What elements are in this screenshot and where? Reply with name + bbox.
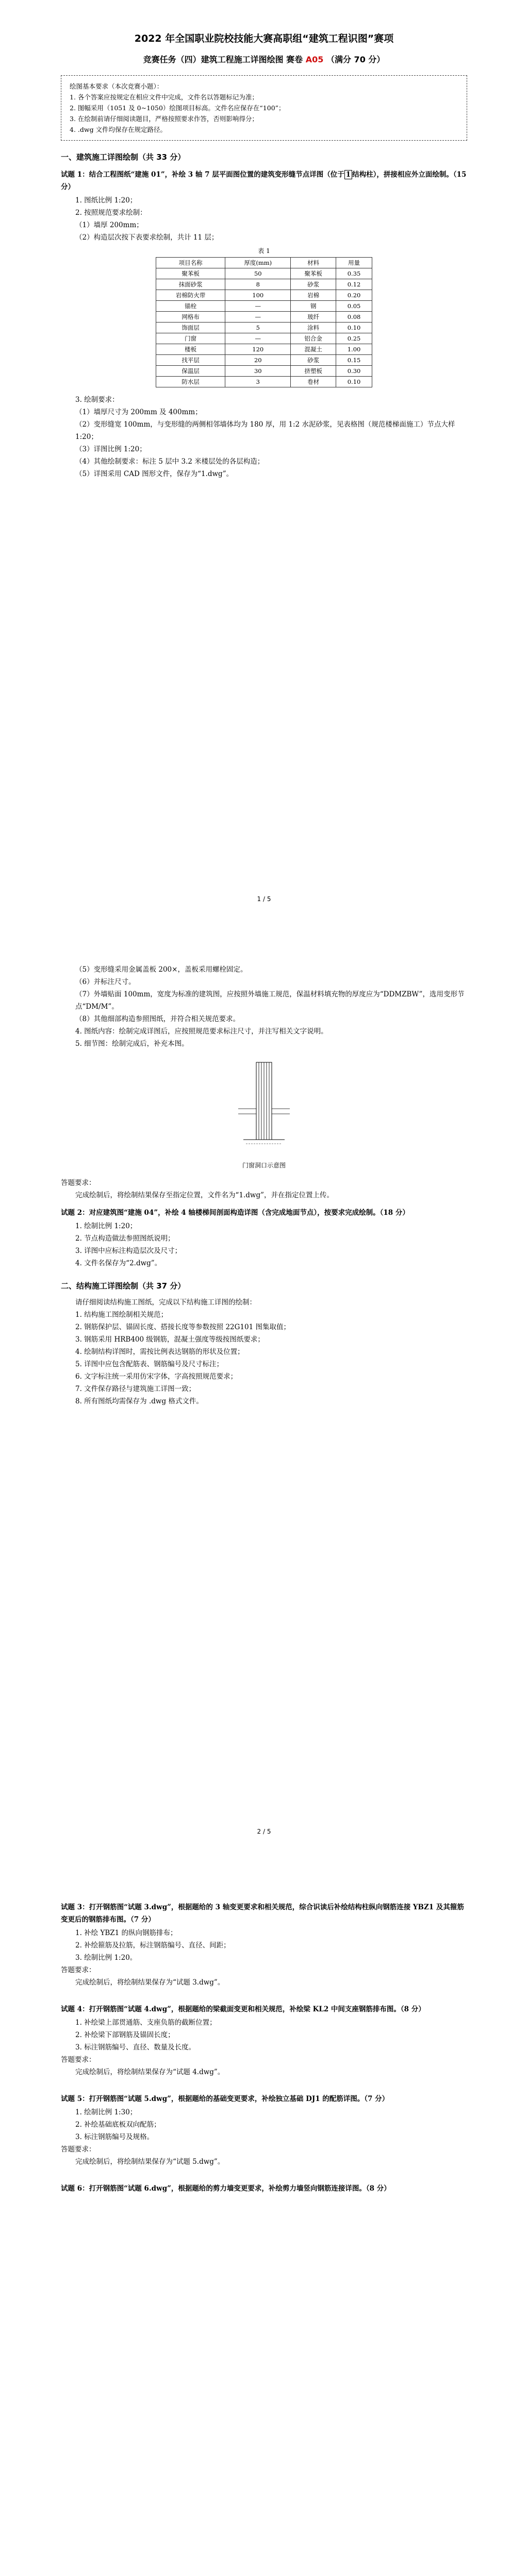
req-line: 8. 所有图纸均需保存为 .dwg 格式文件。 xyxy=(75,1397,203,1405)
table-cell: 8 xyxy=(225,279,291,290)
answer-req-label: 答题要求： xyxy=(61,1179,96,1187)
answer-req-text: 完成绘制后，将绘制结果保存至指定位置，文件名为“1.dwg”，并在指定位置上传。 xyxy=(75,1191,334,1199)
req-line: 5. 详图中应包含配筋表、钢筋编号及尺寸标注； xyxy=(75,1360,224,1368)
req-line: 2. 钢筋保护层、锚固长度、搭接长度等参数按照 22G101 图集取值； xyxy=(75,1323,290,1331)
req-line: 1. 绘制比例 1:30； xyxy=(75,2108,137,2116)
req-line: 请仔细阅读结构施工图纸，完成以下结构施工详图的绘制： xyxy=(75,1298,256,1307)
req-line: 3. 标注钢筋编号及规格。 xyxy=(75,2133,154,2141)
table-cell: 玻纤 xyxy=(291,312,336,323)
table-row xyxy=(156,268,372,279)
req-line: 2. 补绘基础底板双向配筋； xyxy=(75,2121,161,2129)
table-cell: 30 xyxy=(225,366,291,377)
table-cell: 锚栓 xyxy=(156,301,225,312)
table-cell: 铝合金 xyxy=(291,333,336,344)
materials-table xyxy=(156,247,372,387)
table-cell: 混凝土 xyxy=(291,344,336,355)
req-line: 4. 文件名保存为“2.dwg”。 xyxy=(75,1259,162,1267)
req-line: （5）变形缝采用金属盖板 200×，盖板采用螺栓固定。 xyxy=(75,965,248,974)
req-line: 7. 文件保存路径与建筑施工详图一致； xyxy=(75,1385,196,1393)
page-title: 2022 年全国职业院校技能大赛高职组“建筑工程识图”赛项 xyxy=(134,33,394,44)
req-line: 答题要求： xyxy=(61,2056,96,2064)
req-line: 完成绘制后，将绘制结果保存为“试题 4.dwg”。 xyxy=(75,2068,225,2076)
table-cell: 0.10 xyxy=(336,377,372,387)
page-3 xyxy=(0,1865,528,2576)
table-cell: 0.15 xyxy=(336,355,372,366)
req-line: 完成绘制后，将绘制结果保存为“试题 5.dwg”。 xyxy=(75,2158,225,2166)
boxed-number: 1 xyxy=(344,170,352,179)
table-cell: 涂料 xyxy=(291,323,336,333)
table-cell: — xyxy=(225,301,291,312)
table-cell: 饰面层 xyxy=(156,323,225,333)
req-line: （2）构造层次按下表要求绘制，共计 11 层； xyxy=(75,233,219,242)
req-line: （4）其他绘制要求：标注 5 层中 3.2 米楼层处的各层构造； xyxy=(75,457,265,466)
req-line: （7）外墙贴面 100mm，宽度为标准的建筑图，应按照外墙施工规范，保温材料填充物的厚度应为“DDMZBW”，选用变形节点“DM/M”。 xyxy=(75,990,465,1011)
table-cell: 0.05 xyxy=(336,301,372,312)
req-line: （1）墙厚尺寸为 200mm 及 400mm； xyxy=(75,408,202,416)
table-cell: 聚苯板 xyxy=(156,268,225,279)
table-cell: 岩棉 xyxy=(291,290,336,301)
table-cell: 0.12 xyxy=(336,279,372,290)
table-cell: 0.10 xyxy=(336,323,372,333)
table-row xyxy=(156,323,372,333)
table-cell: 1.00 xyxy=(336,344,372,355)
table-cell: 0.25 xyxy=(336,333,372,344)
req-line: （8）其他细部构造参照图纸，并符合相关规范要求。 xyxy=(75,1015,240,1023)
question-4: 试题 4：打开钢筋图“试题 4.dwg”，根据题给的梁截面变更和相关规范，补绘梁 KL2 中间支座钢筋排布图。（8 分） xyxy=(61,2005,425,2013)
req-line: （3）详图比例 1:20； xyxy=(75,445,146,453)
section-heading-2: 二、结构施工详图绘制（共 37 分） xyxy=(61,1281,186,1291)
req-line: 3. 钢筋采用 HRB400 级钢筋，混凝土强度等级按图纸要求； xyxy=(75,1335,265,1344)
table-cell: 岩棉防火带 xyxy=(156,290,225,301)
req-line: 4. 绘制结构详图时，需按比例表达钢筋的形状及位置； xyxy=(75,1348,244,1356)
table-cell: 20 xyxy=(225,355,291,366)
question-3: 试题 3：打开钢筋图“试题 3.dwg”，根据题给的 3 轴变更要求和相关规范，综合识读后补绘结构柱纵向钢筋连接 YBZ1 及其箍筋变更后的钢筋排布图。（7 分） xyxy=(61,1903,464,1924)
table-cell: 楼板 xyxy=(156,344,225,355)
table-row xyxy=(156,366,372,377)
table-cell: 钢 xyxy=(291,301,336,312)
req-line: 5. 细节图：绘制完成后，补充本图。 xyxy=(75,1040,189,1048)
req-line: 2. 按照规范要求绘制： xyxy=(75,209,147,217)
table-cell: 抹面砂浆 xyxy=(156,279,225,290)
table-cell: 50 xyxy=(225,268,291,279)
req-line: 2. 补绘梁下部钢筋及锚固长度； xyxy=(75,2031,175,2039)
req-line: 答题要求： xyxy=(61,2145,96,2154)
table-cell: 聚苯板 xyxy=(291,268,336,279)
paper-code: A05 xyxy=(305,55,324,64)
req-line: （6）并标注尺寸。 xyxy=(75,978,136,986)
table-cell: 找平层 xyxy=(156,355,225,366)
page-2 xyxy=(0,933,528,1865)
req-line: 1. 结构施工图绘制相关规范； xyxy=(75,1311,168,1319)
table-row xyxy=(156,301,372,312)
table-cell: 材料 xyxy=(291,258,336,268)
table-row xyxy=(156,312,372,323)
table-cell: — xyxy=(225,333,291,344)
page-number: 1 / 5 xyxy=(257,895,271,903)
table-cell: 防水层 xyxy=(156,377,225,387)
door-window-diagram xyxy=(207,1057,321,1155)
req-line: 1. 补绘梁上部贯通筋、支座负筋的截断位置； xyxy=(75,2019,217,2027)
table-cell: 保温层 xyxy=(156,366,225,377)
table-cell: 100 xyxy=(225,290,291,301)
req-line: 1. 图纸比例 1:20； xyxy=(75,196,137,205)
question-2: 试题 2：对应建筑图“建施 04”，补绘 4 轴楼梯间剖面构造详图（含完成地面节点），按要求完成绘制。（18 分） xyxy=(61,1209,409,1217)
notice-line: 绘图基本要求（本次竞赛小题）： xyxy=(70,82,163,90)
table-cell: 厚度(mm) xyxy=(225,258,291,268)
table-cell: 项目名称 xyxy=(156,258,225,268)
table-cell: 0.20 xyxy=(336,290,372,301)
subtitle-suffix: （满分 70 分） xyxy=(326,55,385,64)
req-line: 3. 标注钢筋编号、直径、数量及长度。 xyxy=(75,2043,196,2052)
req-line: 完成绘制后，将绘制结果保存为“试题 3.dwg”。 xyxy=(75,1978,225,1987)
figure-caption: 门窗洞口示意图 xyxy=(242,1162,286,1169)
notice-line: 3. 在绘制前请仔细阅读题目，严格按照要求作答，否则影响得分； xyxy=(70,115,258,123)
table-row xyxy=(156,344,372,355)
table-row xyxy=(156,279,372,290)
table-row xyxy=(156,377,372,387)
question-1-text-b: 结构柱），拼接相应外立面绘制。（15 分） xyxy=(61,171,467,191)
table-cell: 3 xyxy=(225,377,291,387)
table-cell: 120 xyxy=(225,344,291,355)
table-header-row xyxy=(156,258,372,268)
notice-line: 1. 各个答案应按规定在相应文件中完成，文件名以答题标记为准； xyxy=(70,93,258,101)
section-heading-1: 一、建筑施工详图绘制（共 33 分） xyxy=(61,152,186,162)
req-line: 6. 文字标注统一采用仿宋字体，字高按照规范要求； xyxy=(75,1372,238,1381)
notice-line: 2. 图幅采用（1051 及 0~1050）绘图项目标高。文件名应保存在“100”； xyxy=(70,104,285,112)
table-row xyxy=(156,355,372,366)
notice-line: 4. .dwg 文件均保存在规定路径。 xyxy=(70,126,167,133)
req-line: （2）变形缝宽 100mm，与变形缝的两侧相邻墙体均为 180 厚，用 1:2 水泥砂浆，见表格图（规范楼梯面施工）节点大样 1:20； xyxy=(75,420,455,441)
table-cell: 用量 xyxy=(336,258,372,268)
req-line: 1. 绘制比例 1:20； xyxy=(75,1222,137,1230)
notice-box xyxy=(61,75,467,141)
req-line: 3. 绘制比例 1:20。 xyxy=(75,1954,137,1962)
table-cell: 0.30 xyxy=(336,366,372,377)
req-line: （1）墙厚 200mm； xyxy=(75,221,143,229)
page-number: 2 / 5 xyxy=(257,1828,271,1835)
req-line: 1. 补绘 YBZ1 的纵向钢筋排布； xyxy=(75,1929,177,1937)
detail-figure xyxy=(61,1057,467,1172)
question-6: 试题 6：打开钢筋图“试题 6.dwg”，根据题给的剪力墙变更要求，补绘剪力墙竖向钢筋连接详图。（8 分） xyxy=(61,2184,391,2193)
subtitle-prefix: 竞赛任务（四）建筑工程施工详图绘图 赛卷 xyxy=(143,55,303,64)
question-1 xyxy=(61,168,467,193)
table-cell: 挤塑板 xyxy=(291,366,336,377)
req-line: 3. 详图中应标注构造层次及尺寸； xyxy=(75,1247,182,1255)
table-cell: — xyxy=(225,312,291,323)
table-cell: 砂浆 xyxy=(291,355,336,366)
table-cell: 0.08 xyxy=(336,312,372,323)
table-caption: 表 1 xyxy=(258,247,270,255)
req-line: 答题要求： xyxy=(61,1966,96,1974)
table-row xyxy=(156,290,372,301)
table-cell: 5 xyxy=(225,323,291,333)
table-cell: 0.35 xyxy=(336,268,372,279)
req-line: 2. 补绘箍筋及拉筋，标注钢筋编号、直径、间距； xyxy=(75,1941,230,1950)
req-line: 4. 图纸内容：绘制完成详图后，应按照规范要求标注尺寸，并注写相关文字说明。 xyxy=(75,1027,328,1036)
table-cell: 门窗 xyxy=(156,333,225,344)
question-5: 试题 5：打开钢筋图“试题 5.dwg”，根据题给的基础变更要求，补绘独立基础 DJ1 的配筋详图。（7 分） xyxy=(61,2095,389,2103)
table-cell: 网格布 xyxy=(156,312,225,323)
table-cell: 砂浆 xyxy=(291,279,336,290)
table-cell: 卷材 xyxy=(291,377,336,387)
table-row xyxy=(156,333,372,344)
page-subtitle xyxy=(61,54,467,66)
question-1-text-a: 试题 1：结合工程图纸“建施 01”，补绘 3 轴 7 层平面图位置的建筑变形缝节点详图（位于 xyxy=(61,171,344,179)
page-1 xyxy=(0,0,528,933)
req-line: 2. 节点构造做法参照图纸说明； xyxy=(75,1234,175,1243)
req-line: 3. 绘制要求： xyxy=(75,396,119,404)
req-line: （5）详图采用 CAD 图形文件，保存为“1.dwg”。 xyxy=(75,470,234,478)
